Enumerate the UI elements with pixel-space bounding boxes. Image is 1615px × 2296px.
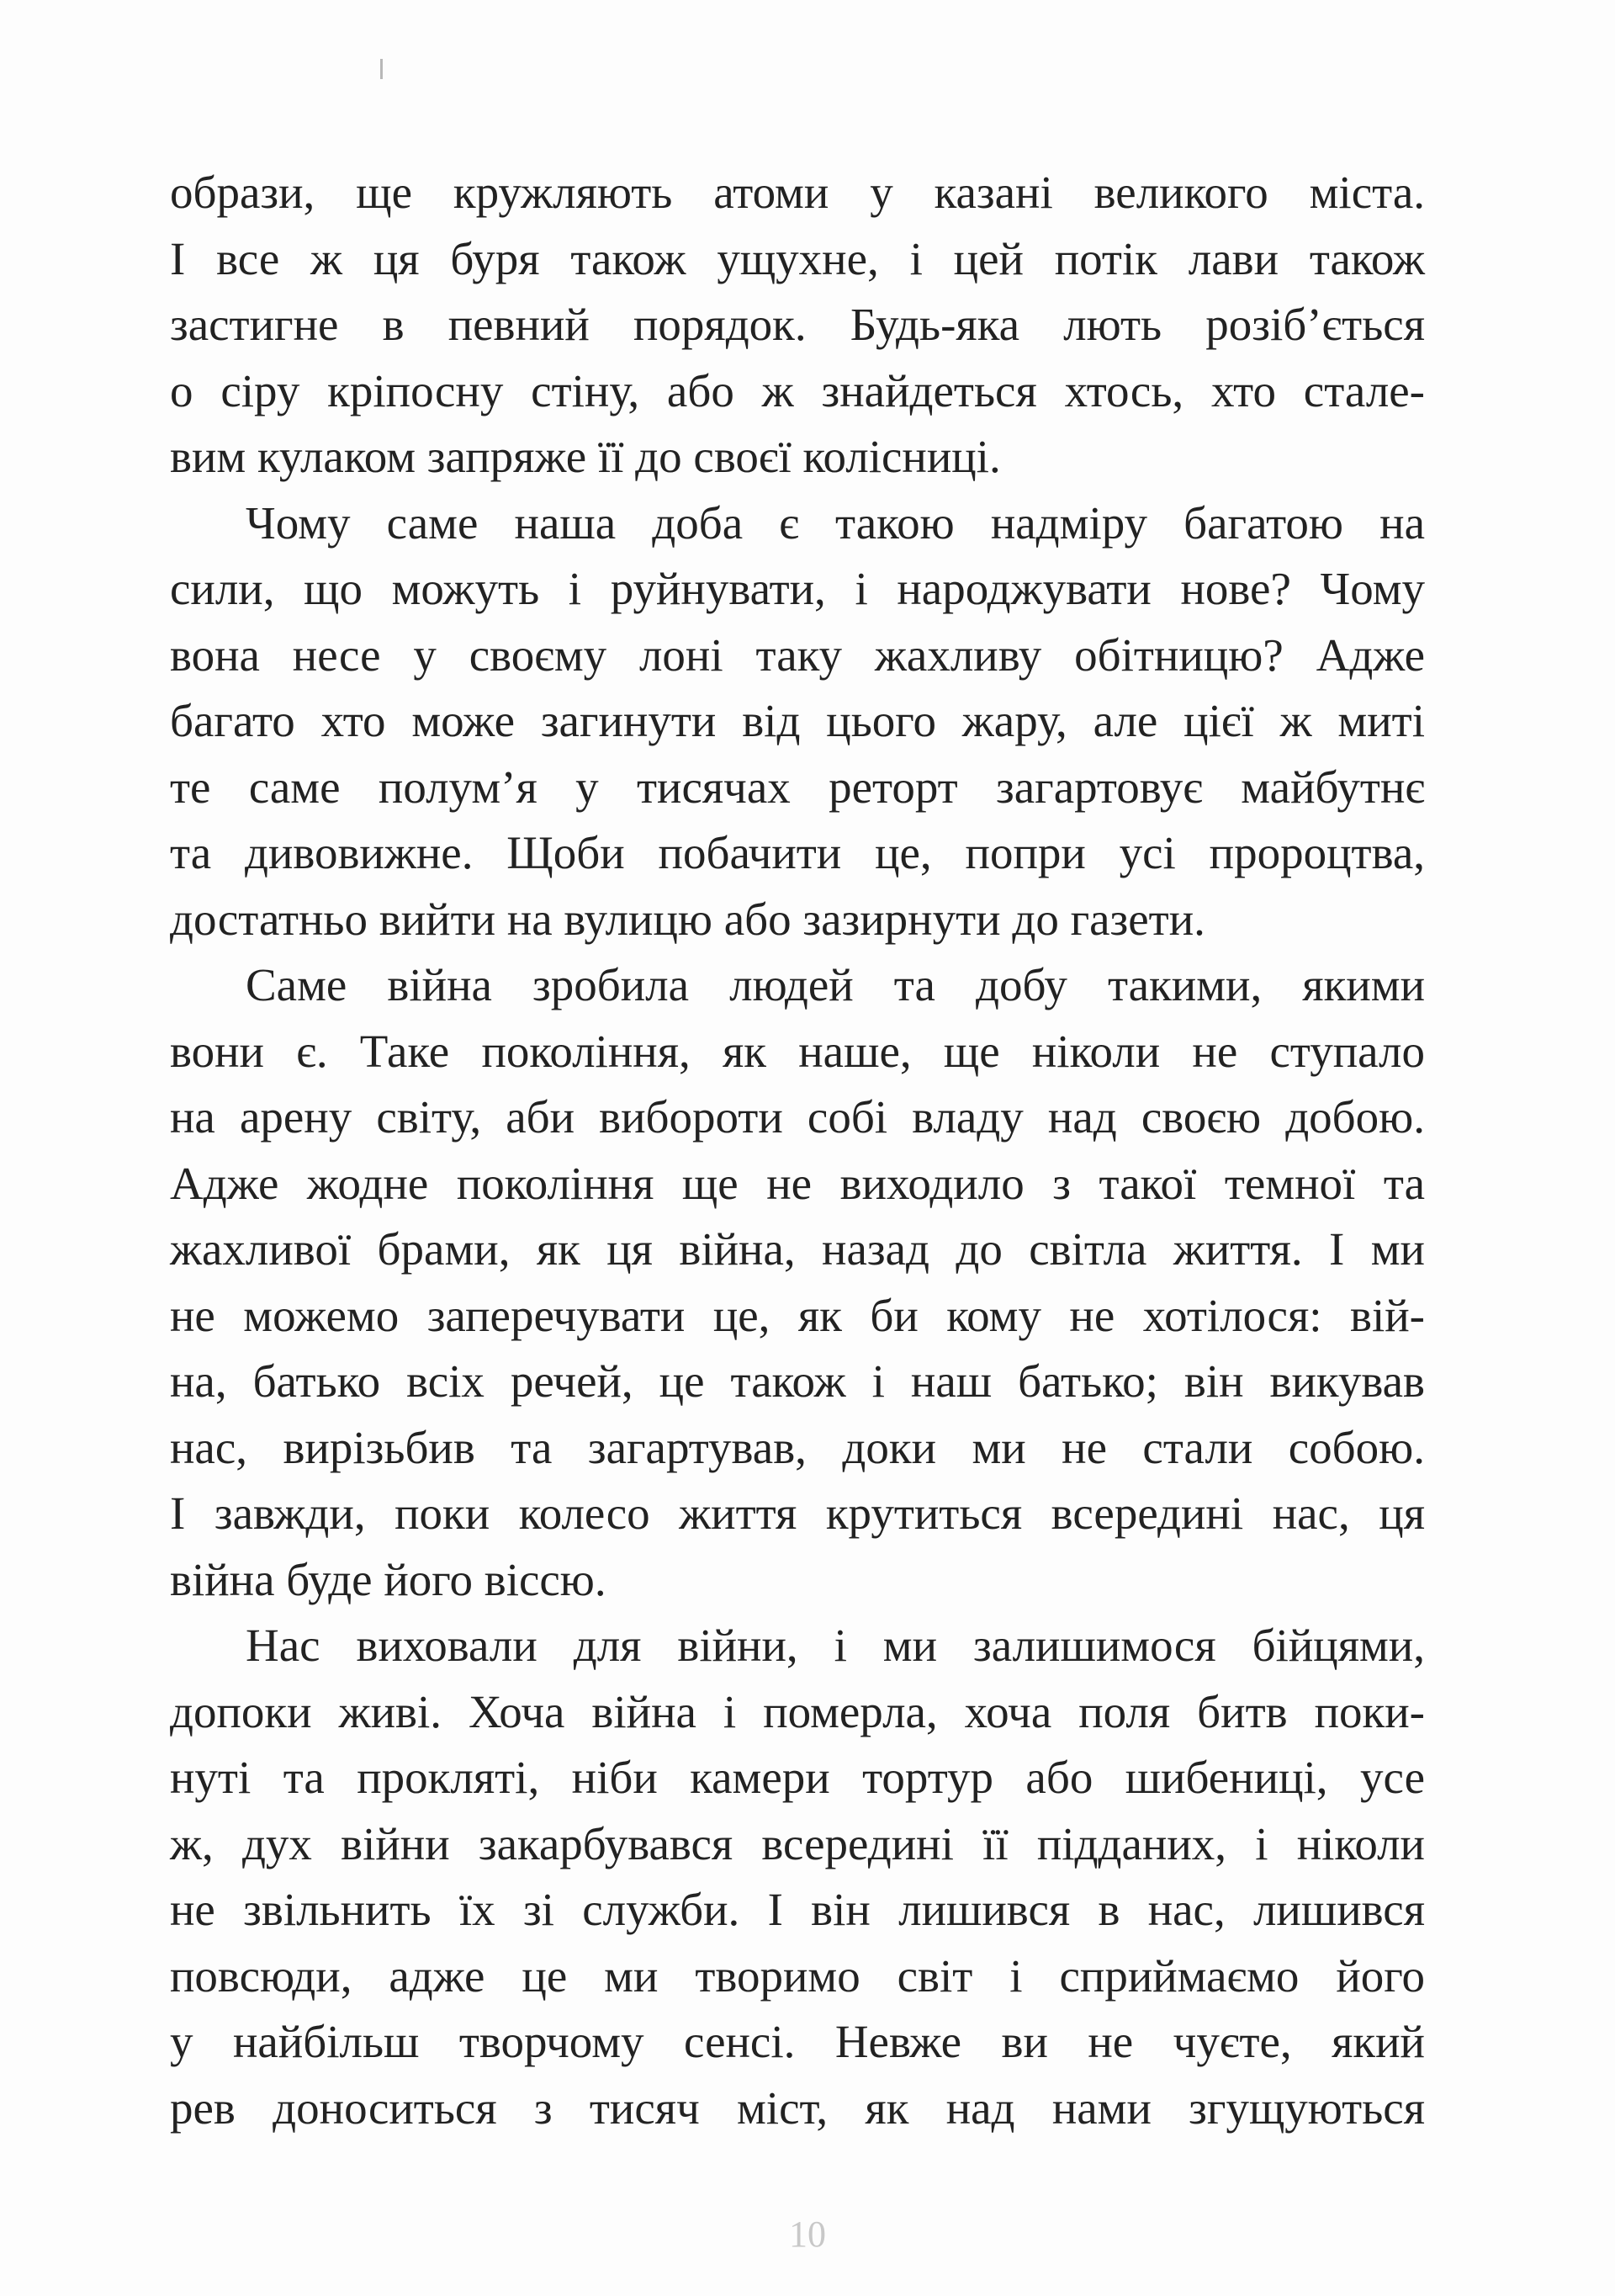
text-line: вони є. Таке покоління, як наше, ще ніколи не ступало [170,1025,1425,1077]
paragraph-first-line: Саме війна зробила людей та добу такими, якими [246,959,1425,1010]
text-line: на арену світу, аби вибороти собі владу над своєю добою. [170,1091,1425,1143]
text-line: І все ж ця буря також ущухне, і цей потік лави також [170,232,1425,284]
paragraph-first-line: Нас виховали для війни, і ми залишимося бійцями, [246,1620,1425,1671]
scan-mark [380,59,383,79]
text-line: образи, ще кружляють атоми у казані великого міста. [170,167,1425,218]
text-line: вона несе у своєму лоні таку жахливу обітницю? Адже [170,628,1425,681]
body-text [170,160,1425,2141]
text-line: повсюди, адже це ми творимо світ і сприймаємо його [170,1949,1425,2002]
text-line: те саме полум’я у тисячах реторт загартовує майбутнє [170,761,1425,813]
text-line: достатньо вийти на вулицю або зазирнути до газети. [170,893,1205,945]
text-line: на, батько всіх речей, це також і наш батько; він викував [170,1355,1425,1407]
text-line: допоки живі. Хоча війна і померла, хоча поля битв поки- [170,1685,1425,1737]
text-line: рев доноситься з тисяч міст, як над нами згущуються [170,2081,1425,2134]
text-line: не можемо заперечувати це, як би кому не хотілося: вій- [170,1289,1425,1341]
text-line: багато хто може загинути від цього жару, але цієї ж миті [170,695,1425,746]
text-line: застигне в певний порядок. Будь-яка лють розіб’ється [170,299,1425,350]
text-line: у найбільш творчому сенсі. Невже ви не чуєте, який [170,2016,1425,2067]
text-line: І завжди, поки колесо життя крутиться всередині нас, ця [170,1487,1425,1539]
text-line: сили, що можуть і руйнувати, і народжувати нове? Чому [170,563,1425,614]
text-line: жахливої брами, як ця війна, назад до світла життя. І ми [170,1223,1425,1275]
text-line: о сіру кріпосну стіну, або ж знайдеться хтось, хто стале- [170,364,1425,416]
text-line: вим кулаком запряже її до своєї колісниці. [170,431,1001,482]
text-line: нуті та прокляті, ніби камери тортур або шибениці, усе [170,1752,1425,1803]
text-line: ж, дух війни закарбувався всередині її підданих, і ніколи [170,1817,1425,1869]
paragraph-first-line: Чому саме наша доба є такою надміру багатою на [246,496,1425,549]
text-line: Адже жодне покоління ще не виходило з такої темної та [170,1157,1425,1209]
page-number: 10 [789,2214,826,2255]
text-line: нас, вирізьбив та загартував, доки ми не стали собою. [170,1421,1425,1473]
text-line: та дивовижне. Щоби побачити це, попри усі пророцтва, [170,827,1425,878]
text-line: війна буде його віссю. [170,1553,606,1605]
text-line: не звільнить їх зі служби. І він лишився в нас, лишився [170,1884,1425,1935]
